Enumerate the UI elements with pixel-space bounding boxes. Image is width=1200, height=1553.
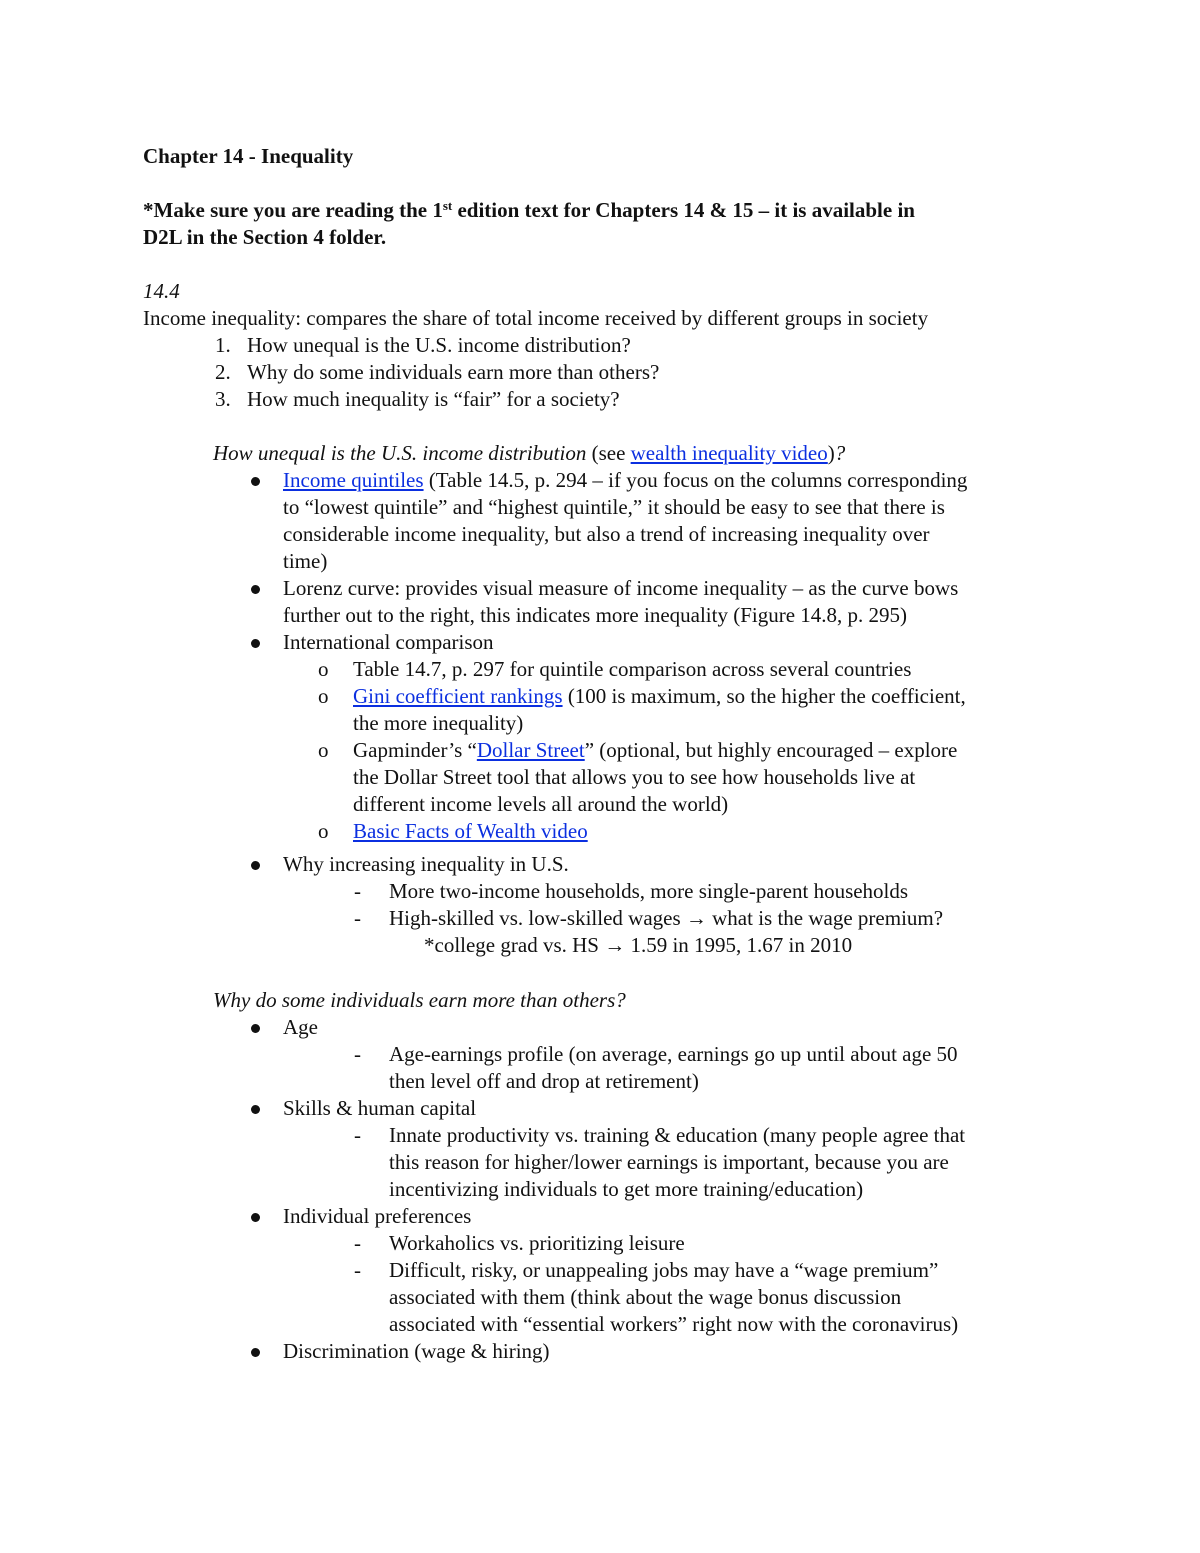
dash-marker: - bbox=[354, 879, 361, 903]
part1-heading: How unequal is the U.S. income distribution (see wealth inequality video)? bbox=[213, 441, 846, 465]
sub-bullet-icon: o bbox=[318, 819, 329, 843]
dollar-street-link[interactable]: Dollar Street bbox=[476, 738, 585, 762]
dash-marker: - bbox=[354, 1258, 361, 1282]
reading-note-line-1: *Make sure you are reading the 1st edition text for Chapters 14 & 15 – it is available in bbox=[143, 198, 915, 222]
question-text: Why do some individuals earn more than others? bbox=[247, 360, 660, 384]
lorenz-line-1: Lorenz curve: provides visual measure of income inequality – as the curve bows bbox=[283, 576, 959, 600]
quintiles-line-2: to “lowest quintile” and “highest quintile,” it should be easy to see that there is bbox=[283, 495, 945, 519]
basic-facts-of-wealth-video-link[interactable]: Basic Facts of Wealth video bbox=[353, 819, 588, 843]
international-label: International comparison bbox=[283, 630, 494, 654]
gapminder-line-2: the Dollar Street tool that allows you to see how households live at bbox=[353, 765, 916, 789]
bullet-icon bbox=[251, 861, 260, 870]
skills-line-1: Innate productivity vs. training & education (many people agree that bbox=[389, 1123, 966, 1147]
gini-coefficient-rankings-link[interactable]: Gini coefficient rankings bbox=[353, 684, 563, 708]
age-line-2: then level off and drop at retirement) bbox=[389, 1069, 699, 1093]
reading-note-line-2: D2L in the Section 4 folder. bbox=[143, 225, 387, 249]
quintiles-line-1: Income quintiles (Table 14.5, p. 294 – if you focus on the columns corresponding bbox=[283, 468, 968, 492]
wage-premium-detail: *college grad vs. HS → 1.59 in 1995, 1.67 in 2010 bbox=[424, 933, 853, 957]
bullet-icon bbox=[251, 585, 260, 594]
basic-facts-line bbox=[353, 818, 588, 845]
sub-bullet-icon: o bbox=[318, 738, 329, 762]
skills-label: Skills & human capital bbox=[283, 1096, 477, 1120]
dash-marker: - bbox=[354, 906, 361, 930]
increasing-item-2: High-skilled vs. low-skilled wages → what is the wage premium? bbox=[389, 906, 944, 930]
preferences-item-2-line-2: associated with them (think about the wage bonus discussion bbox=[389, 1285, 902, 1309]
right-arrow-icon: → bbox=[604, 933, 626, 957]
bullet-icon bbox=[251, 1024, 260, 1033]
quintiles-line-4: time) bbox=[283, 549, 328, 573]
age-line-1: Age-earnings profile (on average, earnings go up until about age 50 bbox=[389, 1042, 958, 1066]
preferences-label: Individual preferences bbox=[283, 1204, 472, 1228]
table-14-7-text: Table 14.7, p. 297 for quintile comparison across several countries bbox=[353, 657, 912, 681]
question-number: 3. bbox=[215, 387, 231, 411]
gini-line-2: the more inequality) bbox=[353, 711, 524, 735]
age-label: Age bbox=[283, 1015, 318, 1039]
question-text: How much inequality is “fair” for a society? bbox=[247, 387, 620, 411]
part2-heading: Why do some individuals earn more than others? bbox=[213, 988, 626, 1012]
skills-line-2: this reason for higher/lower earnings is important, because you are bbox=[389, 1150, 949, 1174]
page-title: Chapter 14 - Inequality bbox=[143, 144, 354, 168]
bullet-icon bbox=[251, 1105, 260, 1114]
question-text: How unequal is the U.S. income distribution? bbox=[247, 333, 631, 357]
why-increasing-label: Why increasing inequality in U.S. bbox=[283, 852, 569, 876]
bullet-icon bbox=[251, 1348, 260, 1357]
quintiles-line-3: considerable income inequality, but also a trend of increasing inequality over bbox=[283, 522, 930, 546]
dash-marker: - bbox=[354, 1042, 361, 1066]
increasing-item-1: More two-income households, more single-parent households bbox=[389, 879, 909, 903]
preferences-item-2-line-1: Difficult, risky, or unappealing jobs may have a “wage premium” bbox=[389, 1258, 939, 1282]
preferences-item-1: Workaholics vs. prioritizing leisure bbox=[389, 1231, 685, 1255]
section-number: 14.4 bbox=[143, 279, 180, 303]
discrimination-label: Discrimination (wage & hiring) bbox=[283, 1339, 550, 1363]
sub-bullet-icon: o bbox=[318, 684, 329, 708]
gapminder-line-1: Gapminder’s “Dollar Street” (optional, but highly encouraged – explore bbox=[353, 738, 958, 762]
section-intro: Income inequality: compares the share of total income received by different groups in society bbox=[143, 306, 929, 330]
question-number: 1. bbox=[215, 333, 231, 357]
bullet-icon bbox=[251, 639, 260, 648]
question-number: 2. bbox=[215, 360, 231, 384]
skills-line-3: incentivizing individuals to get more training/education) bbox=[389, 1177, 864, 1201]
bullet-icon bbox=[251, 477, 260, 486]
income-quintiles-link[interactable]: Income quintiles bbox=[283, 468, 424, 492]
preferences-item-2-line-3: associated with “essential workers” right now with the coronavirus) bbox=[389, 1312, 959, 1336]
wealth-inequality-video-link[interactable]: wealth inequality video bbox=[630, 441, 828, 465]
sub-bullet-icon: o bbox=[318, 657, 329, 681]
lorenz-line-2: further out to the right, this indicates more inequality (Figure 14.8, p. 295) bbox=[283, 603, 908, 627]
gini-line-1: Gini coefficient rankings (100 is maximum, so the higher the coefficient, bbox=[353, 684, 966, 708]
gapminder-line-3: different income levels all around the world) bbox=[353, 792, 729, 816]
bullet-icon bbox=[251, 1213, 260, 1222]
dash-marker: - bbox=[354, 1123, 361, 1147]
right-arrow-icon: → bbox=[685, 906, 707, 930]
dash-marker: - bbox=[354, 1231, 361, 1255]
